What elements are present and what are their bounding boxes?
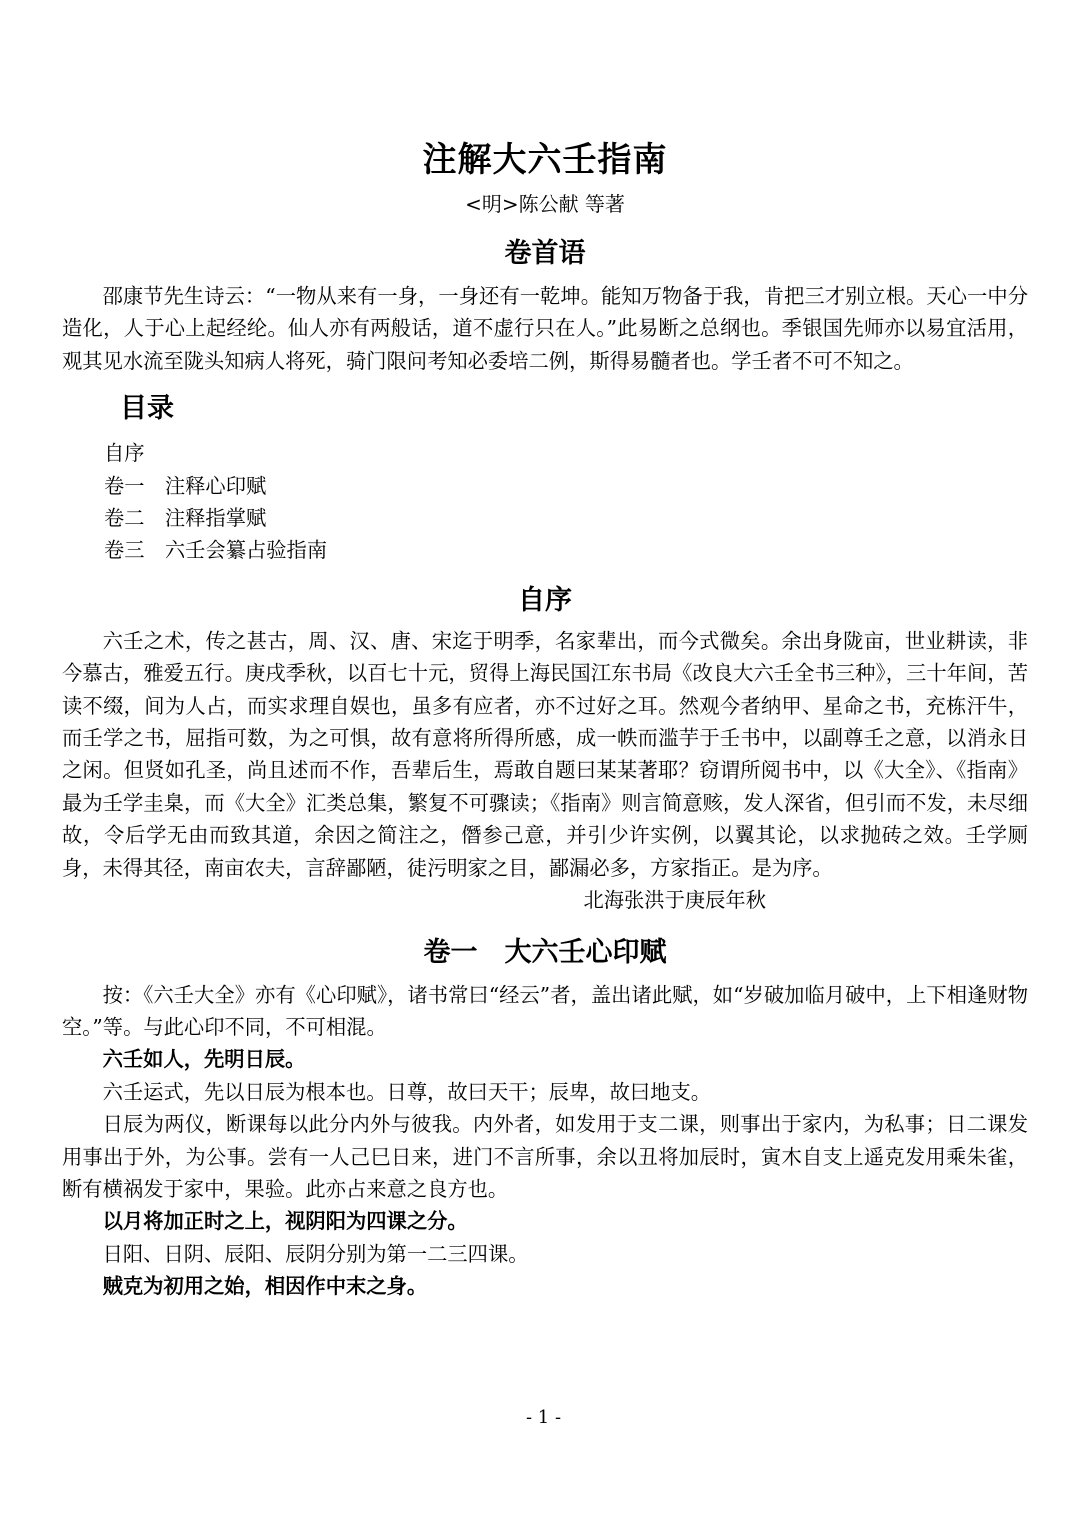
selfpreface-paragraph: 六壬之术，传之甚古，周、汉、唐、宋迄于明季，名家辈出，而今式微矣。余出身陇亩，世业耕读，非今慕古，雅爱五行。庚戌季秋，以百七十元，贸得上海民国江东书局《改良大六壬全书三种》，三十年间，苦读不缀，间为人占，而实求理自娱也，虽多有应者，亦不过好之耳。然观今者纳甲、星命之书，充栋汗牛，而壬学之书，屈指可数，为之可惧，故有意将所得所感，成一帙而滥芋于壬书中，以副尊壬之意，以消永日之闲。但贤如孔圣，尚且述而不作，吾辈后生，焉敢自题曰某某著耶？窃谓所阅书中，以《大全》、《指南》最为壬学圭臬，而《大全》汇类总集，繁复不可骤读；《指南》则言简意赅，发人深省，但引而不发，未尽细故，令后学无由而致其道，余因之简注之，僭参己意，并引少许实例，以翼其论，以求抛砖之效。壬学厕身，未得其径，南亩农夫，言辞鄙陋，徒污明家之目，鄙漏必多，方家指正。是为序。 (62, 628, 1028, 880)
verse-text: 以月将加正时之上，视阴阳为四课之分。 (102, 1209, 468, 1234)
toc-item[interactable]: 卷一 注释心印赋 (104, 473, 267, 498)
verse-text: 贼克为初用之始，相因作中末之身。 (102, 1274, 428, 1299)
selfpreface-heading: 自序 (518, 584, 572, 616)
verse-line (62, 1043, 1028, 1075)
document-page (62, 138, 1028, 1303)
preface-heading: 卷首语 (504, 238, 586, 269)
page-number: - 1 - (525, 1407, 562, 1428)
verse-line (62, 1205, 1028, 1237)
commentary-paragraph: 日辰为两仪，断课每以此分内外与彼我。内外者，如发用于支二课，则事出于家内，为私事；日二课发用事出于外，为公事。尝有一人己巳日来，进门不言所事，余以丑将加辰时，寅木自支上遥克发用乘朱雀，断有横祸发于家中，果验。此亦占来意之良方也。 (62, 1112, 1028, 1201)
toc-list (62, 437, 1028, 567)
chapter1-intro: 按：《六壬大全》亦有《心印赋》，诸书常曰“经云”者，盖出诸此赋，如“岁破加临月破中，上下相逢财物空。”等。与此心印不同，不可相混。 (62, 982, 1028, 1039)
toc-item[interactable]: 自序 (104, 441, 145, 466)
document-title: 注解大六壬指南 (422, 140, 668, 180)
author-line: <明>陈公献 等著 (465, 192, 625, 216)
chapter1-heading: 卷一 大六壬心印赋 (423, 936, 667, 968)
toc-heading: 目录 (120, 393, 174, 425)
signature-line: 北海张洪于庚辰年秋 (583, 888, 766, 913)
commentary-paragraph: 六壬运式，先以日辰为根本也。日尊，故曰天干；辰卑，故曰地支。 (102, 1079, 712, 1104)
preface-paragraph: 邵康节先生诗云：“一物从来有一身，一身还有一乾坤。能知万物备于我，肯把三才别立根。天心一中分造化，人于心上起经纶。仙人亦有两般话，道不虚行只在人。”此易断之总纲也。季银国先师亦以易宜活用，观其见水流至陇头知病人将死，骑门限问考知必委培二例，斯得易髓者也。学壬者不可不知之。 (62, 284, 1028, 373)
toc-item[interactable]: 卷三 六壬会纂占验指南 (104, 538, 328, 563)
verse-text: 六壬如人，先明日辰。 (102, 1047, 306, 1072)
commentary-paragraph: 日阳、日阴、辰阳、辰阴分别为第一二三四课。 (102, 1241, 529, 1266)
verse-line (62, 1270, 1028, 1302)
toc-item[interactable]: 卷二 注释指掌赋 (104, 506, 267, 531)
